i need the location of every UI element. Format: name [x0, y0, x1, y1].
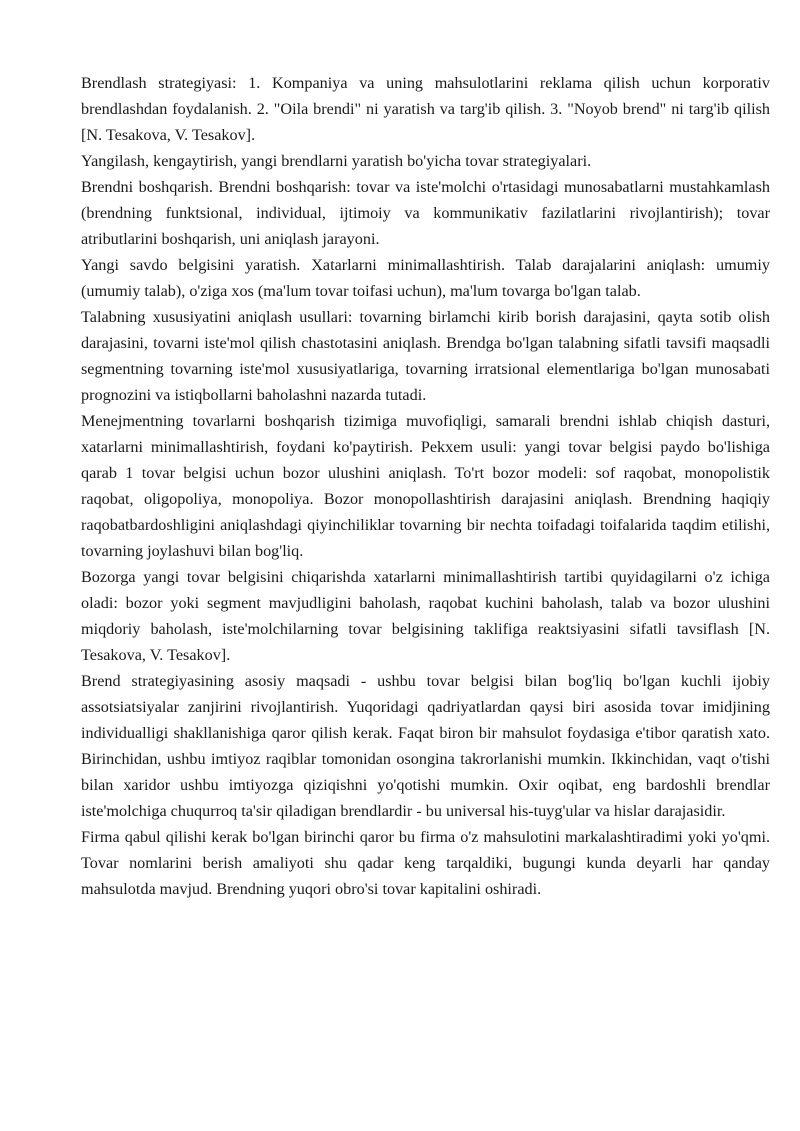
paragraph-new-trademark: Yangi savdo belgisini yaratish. Xatarlarni minimallashtirish. Talab darajalarini aniqlash: umumiy (umumiy talab), o'ziga xos (ma'lum tovar toifasi uchun), ma'lum tovarga bo'lgan talab. — [81, 256, 770, 300]
paragraph-branding-strategy: Brendlash strategiyasi: 1. Kompaniya va uning mahsulotlarini reklama qilish uchun korporativ brendlashdan foydalanish. 2. "Oila brendi" ni yaratish va targ'ib qilish. 3. "Noyob brend" ni targ'ib qilish [N. Tesakova, V. Tesakov]. — [81, 74, 770, 144]
paragraph-demand-methods: Talabning xususiyatini aniqlash usullari: tovarning birlamchi kirib borish darajasini, qayta sotib olish darajasini, tovarni iste'mol qilish chastotasini aniqlash. Brendga bo'lgan talabning sifatli tavsifi maqsadli segmentning tovarning iste'mol xususiyatlariga, tovarning irratsional elementlariga bo'lgan munosabati prognozini va istiqbollarni baholashni nazarda tutadi. — [81, 308, 770, 404]
paragraph-management-compliance: Menejmentning tovarlarni boshqarish tizimiga muvofiqligi, samarali brendni ishlab chiqish dasturi, xatarlarni minimallashtirish, foydani ko'paytirish. Pekxem usuli: yangi tovar belgisi paydo bo'lishiga qarab 1 tovar belgisi uchun bozor ulushini aniqlash. To'rt bozor modeli: sof raqobat, monopolistik raqobat, oligopoliya, monopoliya. Bozor monopollashtirish darajasini aniqlash. Brendning haqiqiy raqobatbardoshligini aniqlashdagi qiyinchiliklar tovarning bir nechta toifadagi toifalarida taqdim etilishi, tovarning joylashuvi bilan bog'liq. — [81, 412, 770, 560]
paragraph-brand-strategy-goal: Brend strategiyasining asosiy maqsadi - ushbu tovar belgisi bilan bog'liq bo'lgan kuchli ijobiy assotsiatsiyalar zanjirini rivojlantirish. Yuqoridagi qadriyatlardan qaysi biri asosida tovar imidjining individualligi shakllanishiga qaror qilish kerak. Faqat biron bir mahsulot foydasiga e'tibor qaratish xato. Birinchidan, ushbu imtiyoz raqiblar tomonidan osongina takrorlanishi mumkin. Ikkinchidan, vaqt o'tishi bilan xaridor ushbu imtiyozga qiziqishni yo'qotishi mumkin. Oxir oqibat, eng bardoshli brendlar iste'molchiga chuqurroq ta'sir qiladigan brendlardir - bu universal his-tuyg'ular va hislar darajasidir. — [81, 672, 770, 820]
paragraph-brand-management: Brendni boshqarish. Brendni boshqarish: tovar va iste'molchi o'rtasidagi munosabatlarni mustahkamlash (brendning funktsional, individual, ijtimoiy va kommunikativ fazilatlarini rivojlantirish); tovar atributlarini boshqarish, uni aniqlash jarayoni. — [81, 178, 770, 248]
paragraph-first-decision: Firma qabul qilishi kerak bo'lgan birinchi qaror bu firma o'z mahsulotini markalashtiradimi yoki yo'qmi. Tovar nomlarini berish amaliyoti shu qadar keng tarqaldiki, bugungi kunda deyarli har qanday mahsulotda mavjud. Brendning yuqori obro'si tovar kapitalini oshiradi. — [81, 828, 770, 898]
paragraph-product-strategies: Yangilash, kengaytirish, yangi brendlarni yaratish bo'yicha tovar strategiyalari. — [81, 152, 592, 170]
paragraph-risk-minimization: Bozorga yangi tovar belgisini chiqarishda xatarlarni minimallashtirish tartibi quyidagilarni o'z ichiga oladi: bozor yoki segment mavjudligini baholash, raqobat kuchini baholash, talab va bozor ulushini miqdoriy baholash, iste'molchilarning tovar belgisining taklifiga reaktsiyasini sifatli tavsiflash [N. Tesakova, V. Tesakov]. — [81, 568, 770, 664]
